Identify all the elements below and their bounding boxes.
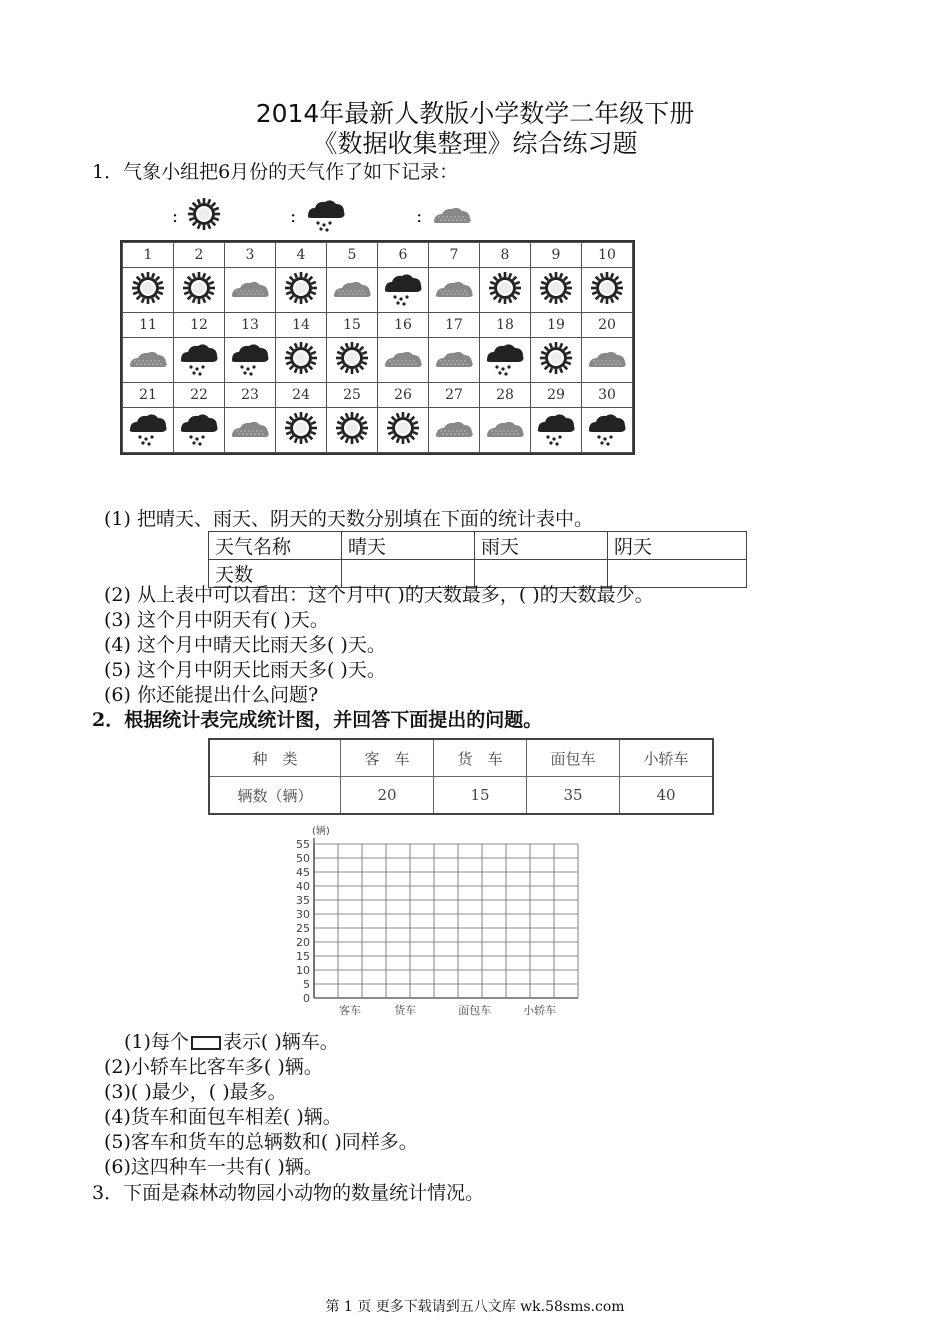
day-number: 23 [225,383,276,408]
rain-cloud-icon [378,268,429,313]
overcast-cloud-icon [225,408,276,453]
q2-prompt: 2．根据统计表完成统计图，并回答下面提出的问题。 [92,709,543,731]
day-number: 13 [225,313,276,338]
q2-sub1-before: (1)每个 [124,1031,189,1053]
day-number: 7 [429,243,480,268]
bar-unit-rectangle-icon [191,1036,221,1050]
q2-sub1-after: 表示( )辆车。 [222,1031,339,1053]
q1-sub3: (3) 这个月中阴天有( )天。 [104,609,329,631]
veh-header-bus: 客 车 [341,739,434,777]
day-number: 12 [174,313,225,338]
day-number: 5 [327,243,378,268]
sun-icon [480,268,531,313]
rain-cloud-icon [304,196,348,236]
day-number: 6 [378,243,429,268]
y-tick-label: 20 [296,936,310,949]
day-number: 8 [480,243,531,268]
day-number: 24 [276,383,327,408]
rain-cloud-icon [531,408,582,453]
vehicle-bar-chart [286,822,596,1026]
sun-icon [186,196,222,236]
overcast-cloud-icon [225,268,276,313]
overcast-cloud-icon [480,408,531,453]
chart-svg [286,822,596,1022]
y-tick-label: 15 [296,950,310,963]
day-number: 19 [531,313,582,338]
q2-sub2: (2)小轿车比客车多( )辆。 [104,1056,323,1078]
y-tick-label: 0 [303,992,310,1005]
legend-colon-2: : [416,205,423,227]
veh-value-car: 40 [620,777,714,815]
day-number: 3 [225,243,276,268]
sun-icon [582,268,633,313]
y-tick-label: 10 [296,964,310,977]
day-number: 27 [429,383,480,408]
overcast-cloud-icon [378,338,429,383]
x-tick-label: 客车 [339,1004,361,1017]
overcast-cloud-icon [327,268,378,313]
day-number: 16 [378,313,429,338]
q3-prompt: 3．下面是森林动物园小动物的数量统计情况。 [92,1182,485,1204]
day-number: 17 [429,313,480,338]
overcast-cloud-icon [123,338,174,383]
q2-sub6: (6)这四种车一共有( )辆。 [104,1156,323,1178]
rain-cloud-icon [174,408,225,453]
day-number: 25 [327,383,378,408]
x-tick-label: 货车 [394,1004,417,1017]
sun-icon [276,338,327,383]
day-number: 30 [582,383,633,408]
weather-calendar [120,240,635,455]
y-tick-label: 30 [296,908,310,921]
day-number: 21 [123,383,174,408]
stat-header-rainy: 雨天 [475,532,608,560]
day-number: 10 [582,243,633,268]
stat-header-cloudy: 阴天 [608,532,747,560]
day-number: 18 [480,313,531,338]
sun-icon [327,408,378,453]
y-tick-label: 55 [296,838,310,851]
stat-row-label: 天数 [209,560,342,588]
day-number: 1 [123,243,174,268]
q1-sub1: (1) 把晴天、雨天、阴天的天数分别填在下面的统计表中。 [104,508,593,530]
overcast-cloud-icon [429,268,480,313]
x-tick-label: 小轿车 [523,1004,557,1017]
sun-icon [174,268,225,313]
overcast-cloud-icon [582,338,633,383]
legend-colon-0: : [172,205,179,227]
legend-colon-1: : [290,205,297,227]
q1-sub5: (5) 这个月中阴天比雨天多( )天。 [104,659,386,681]
y-tick-label: 25 [296,922,310,935]
y-tick-label: 35 [296,894,310,907]
sun-icon [531,268,582,313]
veh-header-type: 种 类 [209,739,341,777]
day-number: 11 [123,313,174,338]
day-number: 29 [531,383,582,408]
x-tick-label: 面包车 [458,1004,492,1017]
q2-sub3: (3)( )最少，( )最多。 [104,1081,287,1103]
vehicle-table [208,738,714,815]
stat-header-name: 天气名称 [209,532,342,560]
page-footer: 第 1 页 更多下载请到五八文库 wk.58sms.com [325,1299,625,1315]
q2-sub4: (4)货车和面包车相差( )辆。 [104,1106,342,1128]
weather-legend [172,196,474,236]
day-number: 28 [480,383,531,408]
day-number: 15 [327,313,378,338]
veh-row-label: 辆数（辆） [209,777,341,815]
rain-cloud-icon [225,338,276,383]
day-number: 2 [174,243,225,268]
sun-icon [327,338,378,383]
stat-header-sunny: 晴天 [342,532,475,560]
day-number: 22 [174,383,225,408]
day-number: 20 [582,313,633,338]
sun-icon [276,268,327,313]
page-title: 2014年最新人教版小学数学二年级下册 [255,99,695,128]
rain-cloud-icon [123,408,174,453]
veh-value-truck: 15 [434,777,527,815]
sun-icon [378,408,429,453]
sun-icon [531,338,582,383]
y-tick-label: 45 [296,866,310,879]
q1-sub6: (6) 你还能提出什么问题? [104,684,319,706]
q1-sub2: (2) 从上表中可以看出：这个月中( )的天数最多，( )的天数最少。 [104,584,654,606]
overcast-cloud-icon [429,338,480,383]
day-number: 4 [276,243,327,268]
veh-value-bus: 20 [341,777,434,815]
weather-stat-table [208,531,747,588]
q1-sub4: (4) 这个月中晴天比雨天多( )天。 [104,634,386,656]
overcast-cloud-icon [429,408,480,453]
veh-header-car: 小轿车 [620,739,714,777]
day-number: 9 [531,243,582,268]
day-number: 14 [276,313,327,338]
veh-header-truck: 货 车 [434,739,527,777]
y-tick-label: 50 [296,852,310,865]
q1-prompt: 1．气象小组把6月份的天气作了如下记录： [92,161,459,183]
day-number: 26 [378,383,429,408]
y-axis-label: (辆) [312,826,330,837]
rain-cloud-icon [174,338,225,383]
rain-cloud-icon [480,338,531,383]
q2-sub1 [124,1030,339,1054]
page-subtitle: 《数据收集整理》综合练习题 [312,129,638,158]
veh-value-van: 35 [527,777,620,815]
sun-icon [123,268,174,313]
veh-header-van: 面包车 [527,739,620,777]
y-tick-label: 40 [296,880,310,893]
q2-sub5: (5)客车和货车的总辆数和( )同样多。 [104,1131,418,1153]
rain-cloud-icon [582,408,633,453]
overcast-cloud-icon [430,199,474,233]
y-tick-label: 5 [303,978,310,991]
sun-icon [276,408,327,453]
